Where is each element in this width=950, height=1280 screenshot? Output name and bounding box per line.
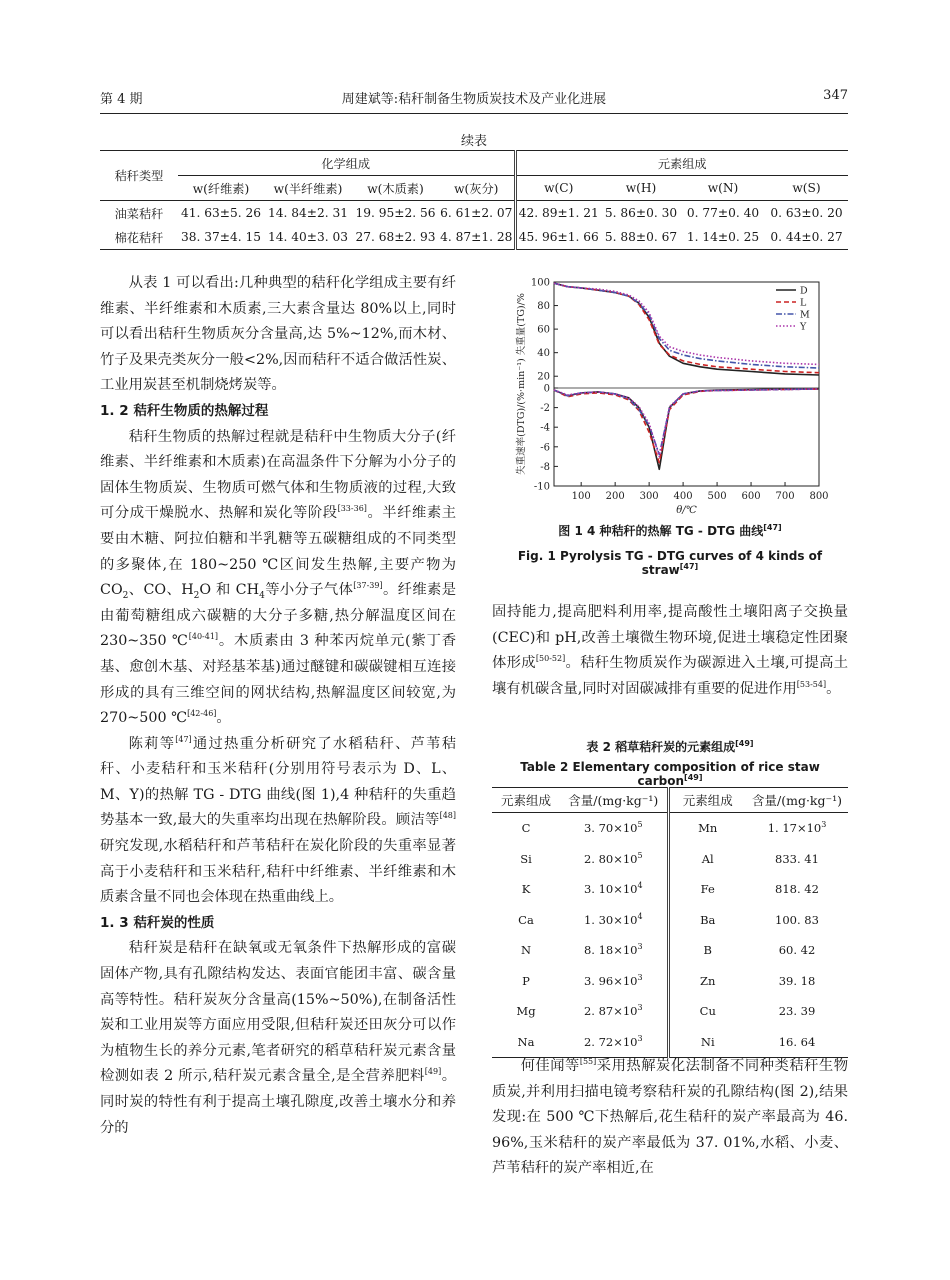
figure1-caption-en	[492, 549, 848, 577]
cell-text: 23. 39	[778, 1004, 816, 1019]
table1-elem-group-header: 元素组成	[515, 151, 848, 176]
citation: [48]	[439, 811, 456, 821]
table2-cell	[492, 966, 560, 997]
table2-cell	[746, 966, 848, 997]
cell-text: Ba	[700, 912, 716, 927]
table2-head-elem: 元素组成	[668, 788, 746, 813]
text-run: 。	[216, 710, 231, 727]
table-row	[492, 905, 848, 936]
text-run: 。纤维素是由葡萄糖组成六碳糖的大分子多糖,热分解温度区间在 230~350 ℃	[100, 582, 457, 650]
cell-text: Ca	[518, 912, 534, 927]
tg-tick-label: 80	[537, 301, 550, 313]
citation: [49]	[424, 1067, 442, 1077]
cell-text: 833. 41	[775, 851, 819, 866]
table1-cell: 38. 37±4. 15	[178, 225, 264, 250]
cell-text: 2. 72×10	[583, 1034, 638, 1049]
caption-text: 图 1 4 种秸秆的热解 TG - DTG 曲线	[558, 524, 764, 538]
table1-cell: 0. 44±0. 27	[765, 225, 848, 250]
text-run: 等小分子气体	[264, 582, 354, 599]
x-tick-label: 500	[707, 491, 727, 502]
table2-cell	[746, 935, 848, 966]
table1-subheader: w(S)	[765, 176, 848, 201]
table2-cell	[492, 1027, 560, 1058]
table2-head-elem: 元素组成	[492, 788, 560, 813]
table2-title-en	[492, 760, 848, 788]
table1-subheader: w(半纤维素)	[264, 176, 352, 201]
text-run: 。秸秆生物质炭作为碳源进入土壤,可提高土壤有机碳含量,同时对固碳减排有重要的促进作用	[492, 655, 849, 697]
table-row	[100, 225, 848, 250]
citation: [50-52]	[535, 654, 566, 664]
right-column-top	[492, 600, 848, 702]
citation: [33-36]	[337, 504, 367, 514]
table1-cell: 42. 89±1. 21	[515, 201, 601, 226]
table1-subheader: w(N)	[681, 176, 765, 201]
table-row	[492, 935, 848, 966]
text-run: 何佳闻等	[520, 1058, 580, 1074]
table2-head-content: 含量/(mg·kg⁻¹)	[560, 788, 668, 813]
dtg-series-L	[554, 389, 819, 463]
x-tick-label: 100	[571, 491, 591, 502]
table-row	[492, 874, 848, 905]
table1-cell: 0. 77±0. 40	[686, 206, 760, 220]
tg-tick-label: 40	[537, 348, 550, 360]
tg-series-Y	[554, 283, 819, 364]
legend-label: L	[800, 297, 807, 309]
subscript: 2	[193, 590, 200, 601]
x-tick-label: 700	[775, 491, 795, 502]
table2-cell	[668, 935, 746, 966]
table1-cell: 6. 61±2. 07	[440, 206, 513, 220]
table-row	[492, 813, 848, 844]
table2-cell	[492, 905, 560, 936]
table2-cell	[560, 813, 668, 844]
cell-text: Mn	[698, 821, 718, 836]
table2-cell	[746, 996, 848, 1027]
table2-cell	[668, 1027, 746, 1058]
exponent: 5	[637, 850, 643, 860]
citation: [42-46]	[187, 709, 217, 719]
citation: [47]	[763, 523, 782, 532]
table1-cell: 5. 88±0. 67	[601, 225, 681, 250]
legend-label: Y	[800, 321, 807, 333]
table-row	[492, 1027, 848, 1058]
tg-series-M	[554, 283, 819, 368]
table1-row-name: 油菜秸秆	[114, 206, 164, 221]
cell-text: 3. 70×10	[583, 821, 638, 836]
table2-title-cn	[492, 738, 848, 755]
exponent: 4	[637, 911, 643, 921]
text-run: 。半纤维素主要由木糖、阿拉伯糖和半乳糖等五碳糖组成的不同类型的多聚体,在 180~250 ℃区间发生热解,主要产物为 CO	[100, 505, 457, 599]
table2-cell	[746, 844, 848, 875]
table2-cell	[492, 844, 560, 875]
text-run: 固持能力,提高肥料利用率,提高酸性土壤阳离子交换量(CEC)和 pH,改善土壤微生物环境,促进土壤稳定性团聚体形成	[492, 604, 848, 672]
cell-text: 39. 18	[778, 973, 816, 988]
cell-text: 8. 18×10	[583, 943, 638, 958]
page-number: 347	[823, 88, 848, 103]
dtg-series-D	[554, 389, 819, 469]
citation: [49]	[735, 739, 754, 748]
paragraph: 从表 1 可以看出:几种典型的秸秆化学组成主要有纤维素、半纤维素和木质素,三大素含量达 80%以上,同时可以看出秸秆生物质灰分含量高,达 5%~12%,而木材、竹子及果壳类灰分一般<2%,因而秸秆不适合做活性炭、工业用炭甚至机制烧烤炭等。	[100, 275, 456, 394]
cell-text: Si	[520, 851, 532, 866]
cell-text: B	[703, 943, 712, 958]
dtg-tick-label: -10	[533, 481, 550, 493]
table1-continued-label: 续表	[460, 134, 487, 149]
citation: [47]	[679, 562, 699, 571]
exponent: 3	[637, 942, 643, 952]
table1-subheader: w(木质素)	[352, 176, 439, 201]
cell-text: 16. 64	[778, 1034, 816, 1049]
dtg-tick-label: -8	[540, 461, 550, 473]
table1-cell: 0. 63±0. 20	[770, 206, 843, 220]
citation: [49]	[684, 773, 703, 782]
text-run: 采用热解炭化法制备不同种类秸秆生物质炭,并利用扫描电镜考察秸秆炭的孔隙结构(图 2),结果发现:在 500 ℃下热解后,花生秸秆的炭产率最高为 46. 96%,玉米秸秆的炭产率最低为 37. 01%,水稻、小麦、芦苇秸秆的炭产率相近,在	[492, 1058, 849, 1177]
citation: [53-54]	[796, 680, 827, 690]
citation: [40-41]	[188, 632, 219, 642]
table1-cell: 14. 84±2. 31	[268, 206, 348, 220]
table2-cell	[492, 935, 560, 966]
citation: [37-39]	[353, 581, 383, 591]
table2-cell	[746, 813, 848, 844]
table1-cell: 4. 87±1. 28	[439, 225, 515, 250]
dtg-tick-label: 0	[543, 383, 550, 395]
tg-tick-label: 20	[537, 371, 550, 383]
cell-text: 3. 10×10	[583, 882, 638, 897]
table1-row-name: 棉花秸秆	[100, 225, 178, 250]
table2	[492, 787, 848, 1058]
tg-tick-label: 60	[537, 324, 550, 336]
cell-text: Zn	[700, 973, 716, 988]
table2-cell	[492, 813, 560, 844]
x-tick-label: 800	[809, 491, 829, 502]
table1-cell: 14. 40±3. 03	[264, 225, 352, 250]
x-tick-label: 200	[605, 491, 625, 502]
table1-subheader: w(纤维素)	[178, 176, 264, 201]
table2-cell	[560, 905, 668, 936]
tg-series-L	[554, 283, 819, 373]
paragraph	[100, 425, 456, 732]
table2-cell	[668, 844, 746, 875]
exponent: 3	[637, 1033, 643, 1043]
cell-text: C	[521, 821, 531, 836]
cell-text: 3. 96×10	[583, 973, 638, 988]
text-run: 研究发现,水稻秸秆和芦苇秸秆在炭化阶段的失重率显著高于小麦秸秆和玉米秸秆,秸秆中纤维素、半纤维素和木质素含量不同也会体现在热重曲线上。	[100, 838, 456, 906]
table-row	[492, 996, 848, 1027]
right-column-bottom	[492, 1054, 848, 1182]
text-run: 秸秆炭是秸秆在缺氧或无氧条件下热解形成的富碳固体产物,具有孔隙结构发达、表面官能团丰富、碳含量高等特性。秸秆炭灰分含量高(15%~50%),在制备活性炭和工业用炭等方面应用受限,但秸秆炭还田灰分可以作为植物生长的养分元素,笔者研究的稻草秸秆炭元素含量检测如表 2 所示,秸秆炭元素含量全,是全营养肥料	[100, 940, 456, 1085]
legend-label: M	[800, 309, 810, 321]
cell-text: Ni	[700, 1034, 715, 1049]
table1-type-header: 秸秆类型	[100, 151, 178, 201]
figure1-xlabel: θ/℃	[676, 505, 697, 516]
table2-cell	[746, 1027, 848, 1058]
cell-text: 1. 17×10	[767, 821, 822, 836]
cell-text: Na	[517, 1034, 535, 1049]
text-run: O 和 CH	[199, 582, 260, 599]
table1-cell: 45. 96±1. 66	[515, 225, 601, 250]
table2-cell	[668, 996, 746, 1027]
table2-cell	[560, 966, 668, 997]
dtg-tick-label: -2	[540, 403, 550, 415]
caption-text: 表 2 稻草秸秆炭的元素组成	[586, 740, 736, 754]
x-tick-label: 300	[639, 491, 659, 502]
cell-text: 818. 42	[775, 882, 819, 897]
exponent: 3	[821, 820, 827, 830]
running-title: 周建斌等:秸秆制备生物质炭技术及产业化进展	[341, 92, 607, 107]
table1-subheader: w(H)	[601, 176, 681, 201]
tg-tick-label: 100	[530, 277, 550, 289]
table2-cell	[492, 874, 560, 905]
table1-cell: 19. 95±2. 56	[355, 206, 436, 220]
caption-text: Fig. 1 Pyrolysis TG - DTG curves of 4 kinds of straw	[517, 549, 823, 577]
subscript: 4	[259, 590, 265, 601]
text-run: 、CO、H	[128, 582, 194, 599]
caption-text: Table 2 Elementary composition of rice staw carbon	[520, 760, 820, 788]
paragraph	[492, 600, 848, 702]
table-row	[492, 966, 848, 997]
figure1-caption-cn	[492, 522, 848, 539]
dtg-tick-label: -6	[540, 442, 550, 454]
text-run: 秸秆生物质的热解过程就是秸秆中生物质大分子(纤维素、半纤维素和木质素)在高温条件下分解为小分子的固体生物质炭、生物质可燃气体和生物质液的过程,大致可分成干燥脱水、热解和炭化等阶段	[100, 428, 456, 522]
table2-head-content: 含量/(mg·kg⁻¹)	[746, 788, 848, 813]
cell-text: Cu	[699, 1004, 716, 1019]
table2-cell	[668, 966, 746, 997]
paragraph	[100, 732, 456, 911]
section-heading-1-2: 1. 2 秸秆生物质的热解过程	[100, 402, 269, 419]
table2-cell	[492, 996, 560, 1027]
table1	[100, 150, 848, 250]
paragraph	[100, 936, 456, 1141]
figure1-ylabel: 失重速率(DTG)/(%·min⁻¹) 失重量(TG)/%	[516, 293, 527, 475]
legend-label: D	[800, 285, 808, 297]
table1-subheader: w(C)	[515, 176, 601, 201]
cell-text: 60. 42	[778, 943, 816, 958]
table1-cell: 5. 86±0. 30	[604, 206, 678, 220]
table2-cell	[560, 935, 668, 966]
citation: [47]	[175, 734, 192, 744]
exponent: 4	[637, 881, 643, 891]
table-row	[492, 844, 848, 875]
tg-series-D	[554, 283, 819, 375]
cell-text: Mg	[516, 1004, 536, 1019]
cell-text: Fe	[700, 882, 715, 897]
table2-cell	[668, 905, 746, 936]
subscript: 2	[122, 590, 129, 601]
cell-text: 1. 30×10	[583, 912, 638, 927]
text-run: 通过热重分析研究了水稻秸秆、芦苇秸秆、小麦秸秆和玉米秸秆(分别用符号表示为 D、L、M、Y)的热解 TG - DTG 曲线(图 1),4 种秸秆的失重趋势基本一致,最大的失重率均出现在热解阶段。顾洁等	[100, 735, 457, 829]
table2-cell	[746, 874, 848, 905]
table2-cell	[560, 844, 668, 875]
left-column	[100, 271, 456, 1141]
plot-frame	[554, 282, 819, 486]
header-rule	[100, 113, 848, 114]
cell-text: 100. 83	[775, 912, 819, 927]
exponent: 3	[637, 972, 643, 982]
table1-cell: 1. 14±0. 25	[681, 225, 765, 250]
x-tick-label: 400	[673, 491, 693, 502]
running-header	[100, 88, 848, 114]
exponent: 5	[637, 820, 643, 830]
section-heading-1-3: 1. 3 秸秆炭的性质	[100, 914, 215, 931]
table1-subheader: w(灰分)	[439, 176, 515, 201]
x-tick-label: 600	[741, 491, 761, 502]
dtg-tick-label: -4	[540, 422, 550, 434]
exponent: 3	[637, 1003, 643, 1013]
paragraph	[492, 1054, 848, 1182]
table1-cell: 41. 63±5. 26	[181, 206, 261, 220]
cell-text: 2. 80×10	[583, 851, 638, 866]
table2-cell	[560, 874, 668, 905]
table2-cell	[560, 996, 668, 1027]
table1-chem-group-header: 化学组成	[178, 151, 515, 176]
cell-text: Al	[701, 851, 714, 866]
table2-cell	[560, 1027, 668, 1058]
table2-cell	[668, 874, 746, 905]
table1-cell: 27. 68±2. 93	[352, 225, 439, 250]
text-run: 。同时炭的特性有利于提高土壤孔隙度,改善土壤水分和养分的	[100, 1068, 456, 1136]
table2-cell	[668, 813, 746, 844]
cell-text: 2. 87×10	[583, 1004, 638, 1019]
dtg-series-M	[554, 389, 819, 455]
dtg-series-Y	[554, 389, 819, 457]
text-run: 陈莉等	[128, 735, 176, 752]
table2-cell	[746, 905, 848, 936]
text-run: 。	[826, 680, 841, 697]
text-run: 。木质素由 3 种苯丙烷单元(紫丁香基、愈创木基、对羟基苯基)通过醚键和碳碳键相互连接形成的具有三维空间的网状结构,热解温度区间较宽,为 270~500 ℃	[100, 633, 457, 727]
cell-text: K	[521, 882, 531, 897]
citation: [55]	[579, 1057, 597, 1067]
cell-text: P	[522, 973, 530, 988]
figure1-chart	[492, 268, 848, 516]
table-row	[100, 201, 848, 226]
cell-text: N	[520, 943, 532, 958]
issue-number: 第 4 期	[100, 92, 143, 107]
